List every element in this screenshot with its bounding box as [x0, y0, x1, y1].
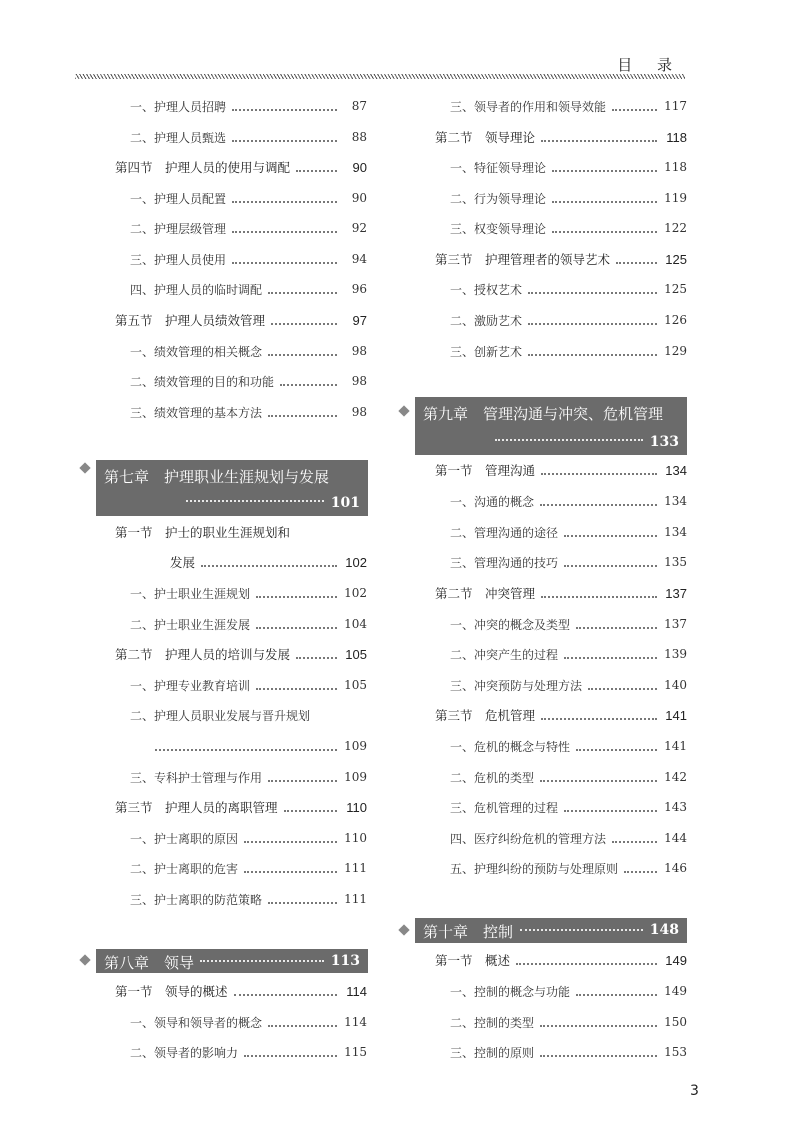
toc-entry[interactable]: 一、冲突的概念及类型 137 [450, 617, 687, 632]
toc-entry[interactable]: 二、护士离职的危害 111 [130, 861, 367, 876]
toc-entry[interactable]: 二、控制的类型 150 [450, 1015, 687, 1030]
toc-entry[interactable]: 一、授权艺术 125 [450, 282, 687, 297]
toc-entry[interactable]: 一、领导和领导者的概念 114 [130, 1015, 367, 1030]
chapter-heading[interactable] [96, 460, 368, 516]
toc-entry[interactable]: 一、护士职业生涯规划 102 [130, 586, 367, 601]
chapter-diamond-icon [79, 462, 90, 473]
toc-section-entry[interactable]: 第二节 领导理论 118 [435, 129, 687, 145]
chapter-title: 第七章 护理职业生涯规划与发展 [104, 468, 330, 486]
toc-section-entry[interactable]: 第一节 管理沟通 134 [435, 462, 687, 478]
toc-entry[interactable]: 三、控制的原则 153 [450, 1045, 687, 1060]
toc-section-entry[interactable]: 第二节 冲突管理 137 [435, 585, 687, 601]
toc-entry[interactable]: 三、护理人员使用 94 [130, 252, 367, 267]
toc-entry[interactable]: 一、特征领导理论 118 [450, 160, 687, 175]
toc-entry[interactable]: 四、护理人员的临时调配 96 [130, 282, 367, 297]
toc-entry-continuation[interactable]: 109 [75, 736, 367, 756]
chapter-page: 133 [649, 434, 679, 450]
toc-entry[interactable]: 二、领导者的影响力 115 [130, 1045, 367, 1060]
toc-section-entry[interactable]: 第二节 护理人员的培训与发展 105 [115, 646, 367, 662]
toc-entry[interactable]: 一、护士离职的原因 110 [130, 831, 367, 846]
toc-entry[interactable]: 三、危机管理的过程 143 [450, 800, 687, 815]
toc-entry[interactable]: 三、创新艺术 129 [450, 344, 687, 359]
chapter-dots [186, 500, 324, 502]
toc-entry[interactable]: 一、危机的概念与特性 141 [450, 739, 687, 754]
chapter-heading[interactable] [415, 397, 687, 455]
toc-entry[interactable]: 一、护理人员招聘 87 [130, 99, 367, 114]
toc-section-entry[interactable]: 第一节 概述 149 [435, 952, 687, 968]
toc-entry[interactable]: 一、控制的概念与功能 149 [450, 984, 687, 999]
chapter-title: 第八章 领导 [104, 954, 195, 972]
toc-section-entry[interactable]: 第五节 护理人员绩效管理 97 [115, 312, 367, 328]
chapter-title: 第九章 管理沟通与冲突、危机管理 [423, 405, 664, 423]
toc-entry[interactable]: 二、绩效管理的目的和功能 98 [130, 374, 367, 389]
chapter-dots [200, 960, 324, 962]
toc-entry[interactable]: 五、护理纠纷的预防与处理原则 146 [450, 861, 687, 876]
toc-entry[interactable]: 三、领导者的作用和领导效能 117 [450, 99, 687, 114]
toc-entry[interactable]: 二、危机的类型 142 [450, 770, 687, 785]
chapter-dots [520, 929, 643, 931]
toc-entry[interactable]: 一、绩效管理的相关概念 98 [130, 344, 367, 359]
chapter-diamond-icon [398, 924, 409, 935]
chapter-page: 148 [649, 922, 679, 938]
page-header-title: 目 录 [617, 56, 682, 74]
chapter-diamond-icon [79, 954, 90, 965]
toc-entry[interactable]: 三、管理沟通的技巧 135 [450, 555, 687, 570]
chapter-page: 113 [330, 953, 360, 969]
toc-entry[interactable]: 三、专科护士管理与作用 109 [130, 770, 367, 785]
toc-entry[interactable]: 二、护理人员职业发展与晋升规划 [130, 708, 311, 723]
chapter-page: 101 [330, 495, 360, 511]
toc-entry[interactable]: 二、冲突产生的过程 139 [450, 647, 687, 662]
header-rule [75, 74, 685, 79]
toc-entry[interactable]: 二、护理层级管理 92 [130, 221, 367, 236]
chapter-dots [495, 439, 643, 441]
toc-entry[interactable]: 一、护理人员配置 90 [130, 191, 367, 206]
toc-entry[interactable]: 二、行为领导理论 119 [450, 191, 687, 206]
page-number: 3 [690, 1083, 699, 1099]
toc-section-entry[interactable]: 第一节 护士的职业生涯规划和 [115, 525, 291, 540]
toc-entry[interactable]: 二、管理沟通的途径 134 [450, 525, 687, 540]
toc-entry[interactable]: 四、医疗纠纷危机的管理方法 144 [450, 831, 687, 846]
toc-entry[interactable]: 二、激励艺术 126 [450, 313, 687, 328]
chapter-heading[interactable] [96, 949, 368, 973]
toc-entry[interactable]: 三、护士离职的防范策略 111 [130, 892, 367, 907]
toc-section-entry[interactable]: 发展 102 [170, 554, 367, 570]
chapter-heading[interactable] [415, 918, 687, 943]
toc-section-entry[interactable]: 第三节 护理人员的离职管理 110 [115, 799, 367, 815]
chapter-title: 第十章 控制 [423, 923, 514, 941]
toc-section-entry[interactable]: 第四节 护理人员的使用与调配 90 [115, 159, 367, 175]
toc-entry[interactable]: 二、护士职业生涯发展 104 [130, 617, 367, 632]
toc-entry[interactable]: 三、绩效管理的基本方法 98 [130, 405, 367, 420]
toc-entry[interactable]: 一、沟通的概念 134 [450, 494, 687, 509]
toc-entry[interactable]: 一、护理专业教育培训 105 [130, 678, 367, 693]
toc-section-entry[interactable]: 第一节 领导的概述 114 [115, 983, 367, 999]
toc-section-entry[interactable]: 第三节 危机管理 141 [435, 707, 687, 723]
toc-entry[interactable]: 三、权变领导理论 122 [450, 221, 687, 236]
chapter-diamond-icon [398, 405, 409, 416]
toc-entry[interactable]: 三、冲突预防与处理方法 140 [450, 678, 687, 693]
toc-entry[interactable]: 二、护理人员甄选 88 [130, 130, 367, 145]
toc-section-entry[interactable]: 第三节 护理管理者的领导艺术 125 [435, 251, 687, 267]
